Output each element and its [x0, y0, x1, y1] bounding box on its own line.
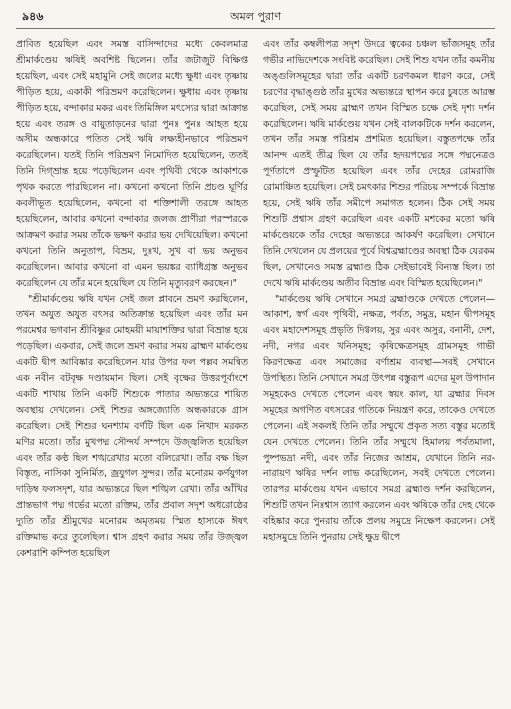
left-column: [16, 37, 248, 705]
paragraph: "মার্কণ্ডেয় ঋষি সেখানে সমগ্র ব্রহ্মাণ্ডকে দেখতে পেলেন—আকাশ, স্বর্গ এবং পৃথিবী, নক্ষত্র, পর্বত, সমুদ্র, মহান দ্বীপসমূহ এবং মহাদেশসমূহ প্রভৃতি দিগ্বলয়, সুর এবং অসুর, বনানী, দেশ, নদী, নগর এবং খনিসমূহ; কৃষিক্ষেত্রসমূহ গ্রামসমূহ গাভী কিরণক্ষেত্র এবং সমাজের বর্ণাশ্রম ব্যবস্থা—সবই সেখানে উপস্থিত। তিনি সেখানে সমগ্র উৎপন্ন বস্তুরূপ এদের মূল উপাদান সমূহকেও দেখতে পেলেন এবং স্বয়ং কাল, যা ব্রহ্মার দিবস সমূহের অগণিত বৎসরের গতিকে নিয়ন্ত্রণ করে, তাকেও দেখতে পেলেন। এই সকলই তিনি তাঁর সম্মুখে প্রকৃত সত্য বস্তুর মতোই যেন দেখতে পেলেন। তিনি তাঁর সম্মুখে হিমালয় পর্বতমালা, পুষ্পভদ্রা নদী, এবং তাঁর নিজের আশ্রম, যেখানে তিনি নর-নারায়ণ ঋষির দর্শন লাভ করেছিলেন, সবই দেখতে পেলেন। তারপর মার্কণ্ডেয় যখন এভাবে সমগ্র ব্রহ্মাণ্ড দর্শন করছিলেন, শিশুটি তখন নিঃশ্বাস ত্যাগ করলেন এবং ঋষিকে তাঁর দেহ থেকে বহিষ্কার করে পুনরায় তাঁকে প্রলয় সমুদ্রে নিক্ষেপ করলেন। সেই মহাসমুদ্রে তিনি পুনরায় সেই ক্ষুদ্র দ্বীপে: [263, 293, 495, 544]
page-header: [16, 6, 495, 29]
text-columns: [16, 37, 495, 705]
right-column: [263, 37, 495, 705]
paragraph: এবং তাঁর কম্বলীপত্র সদৃশ উদরে ত্বকের চঞ্চল ভাঁজসমূহ তাঁর গভীর নাভিদেশকে সংবিষ্ট করেছিল। সেই শিশু যখন তাঁর কমনীয় অঙ্গুলিসমূহের দ্বারা তাঁর একটি চরণকমল ধারণ করে, সেই চরণের বৃদ্ধাঙ্গুষ্ঠ তাঁর মুখের অভ্যন্তরে স্থাপন করে চুষতে আরম্ভ করেছিল, সেই সময় ব্রাহ্মণ তখন বিস্মিত চক্ষে সেই দৃশ্য দর্শন করেছিলেন। ঋষি মার্কণ্ডেয় যখন সেই বালকটিকে দর্শন করলেন, তখন তাঁর সমস্ত পরিশ্রম প্রশমিত হয়েছিল। বস্তুতপক্ষে তাঁর আনন্দ এতই তীব্র ছিল যে তাঁর হৃদয়পদ্মের সঙ্গে পদ্মনেত্রও পূর্ণতাপে প্রস্ফুটিত হয়েছিল এবং তাঁর দেহের রোমরাজি রোমাঞ্চিত হয়েছিল। সেই চমৎকার শিশুর পরিচয় সম্পর্কে বিভ্রান্ত হয়ে, সেই ঋষি তাঁর সমীপে সমাগত হলেন। ঠিক সেই সময় শিশুটি প্রশ্বাস গ্রহণ করেছিল এবং একটি মশকের মতো ঋষি মার্কণ্ডেয়কে তাঁর দেহের অভ্যন্তরে আকর্ষণ করেছিল। সেখানে তিনি দেখলেন যে প্রলয়ের পূর্বে বিশ্বব্রহ্মাণ্ডের অবস্থা ঠিক যেরকম ছিল, সেখানেও সমস্ত ব্রহ্মাণ্ড ঠিক সেইভাবেই বিন্যস্ত ছিল। তা দেখে ঋষি মার্কণ্ডেয় অতীব বিভ্রান্ত এবং বিস্মিত হয়েছিলেন।": [263, 39, 495, 289]
paragraph: প্রাবিত হয়েছিল এবং সমস্ত বাসিন্দাদের মধ্যে কেবলমাত্র শ্রীমার্কণ্ডেয় ঋষিই অবশিষ্ট ছিলেন। তাঁর জটাজুট বিক্ষিপ্ত হয়েছিল, এবং সেই মহামুনি সেই জলের মধ্যে ক্ষুধা এবং তৃষ্ণায় পীড়িত হয়ে, একাকী পরিভ্রমণ করেছিলেন। ক্ষুধায় এবং তৃষ্ণায় পীড়িত হয়ে, বন্দাকার মকর এবং তিমিঙ্গিল মৎস্যের দ্বারা আক্রান্ত হয়ে এবং তরঙ্গ ও বায়ুতাড়নের দ্বারা পুনঃ পুনঃ আহত হয়ে অসীম অন্ধকারে পতিত সেই ঋষি লক্ষ্যহীনভাবে পরিভ্রমণ করেছিলেন। যতই তিনি পরিভ্রমণ নিমোদিত হয়েছিলেন, ততই তিনি দিগ্ভ্রান্ত হয়ে পড়েছিলেন এবং পৃথিবী থেকে আকাশকে পৃথক করতে পারছিলেন না। কখনো কখনো তিনি প্রচণ্ড ঘূর্ণির কবলীভূত হয়েছিলেন, কখনো বা শক্তিশালী তরঙ্গে আহত হয়েছিলেন, আবার কখনো বন্দাকার জলজ প্রাণীরা পরস্পরকে আক্রমণ করার সময় তাঁকে ভক্ষণ করার ভয় দেখিয়েছিল। কখনো কখনো তিনি অনুতাপ, বিভ্রম, দুঃখ, সুখ বা ভয় অনুভব করেছিলেন। আবার কখনো বা এমন ভয়ঙ্কর ব্যাধিগ্রস্ত অনুভব করেছিলেন যে তাঁর মনে হয়েছিল যে তিনি মৃত্যুবরণ করছেন।": [16, 39, 248, 289]
paragraph: "শ্রীমার্কণ্ডেয় ঋষি যখন সেই জল প্লাবনে ভ্রমণ করছিলেন, তখন অযুত অযুত বৎসর অতিক্রান্ত হয়েছিল এবং তাঁর মন পরমেশ্বর ভগবান শ্রীবিষ্ণুর মোহময়ী মায়াশক্তির দ্বারা বিভ্রান্ত হয়ে পড়েছিল। একবার, সেই জলে ভ্রমণ করার সময় ব্রাহ্মণ মার্কণ্ডেয় একটি দ্বীপ আবিষ্কার করেছিলেন যার উপর ফল পল্লব সমন্বিত এক নবীন বটবৃক্ষ দণ্ডায়মান ছিল। সেই বৃক্ষের উত্তরপূর্বাংশে একটি শাখায় তিনি একটি শিশুকে পাতার অভ্যন্তরে শায়িত অবস্থায় দেখলেন। সেই শিশুর অঙ্গজ্যোতি অন্ধকারকে গ্রাস করেছিল। সেই শিশুর ঘনশ্যাম বর্ণটি ছিল এক নিখাদ মরকত মণির মতো। তাঁর মুখপদ্ম সৌন্দর্য সম্পদে উজ্জ্বলিত হয়েছিল এবং তাঁর কণ্ঠ ছিল শঙ্খরেখার মতো বলিরেখা। তাঁর বক্ষ ছিল বিস্তৃত, নাসিকা সুনির্মিত, জ্রযুগল সুন্দর। তাঁর মনোরম কর্ণযুগল দাড়িম্ব ফলসদৃশ, যার অভ্যন্তরে ছিল শঙ্খিল রেখা। তাঁর আঁখির প্রান্তভাগ পদ্ম গর্ভের মতো রক্তিম, তাঁর প্রবাল সদৃশ অধরোষ্ঠের দ্যুতি তাঁর শ্রীমুখের মনোরম অমৃতময় স্মিত হাস্যকে ঈষৎ রক্তিমাভ করে তুলেছিল। শ্বাস গ্রহণ করার সময় তাঁর উজ্জ্বল কেশরাশি কম্পিত হয়েছিল: [16, 293, 248, 559]
page-number: ৯৪৬: [22, 10, 44, 23]
running-title: অমল পুরাণ: [230, 10, 281, 23]
